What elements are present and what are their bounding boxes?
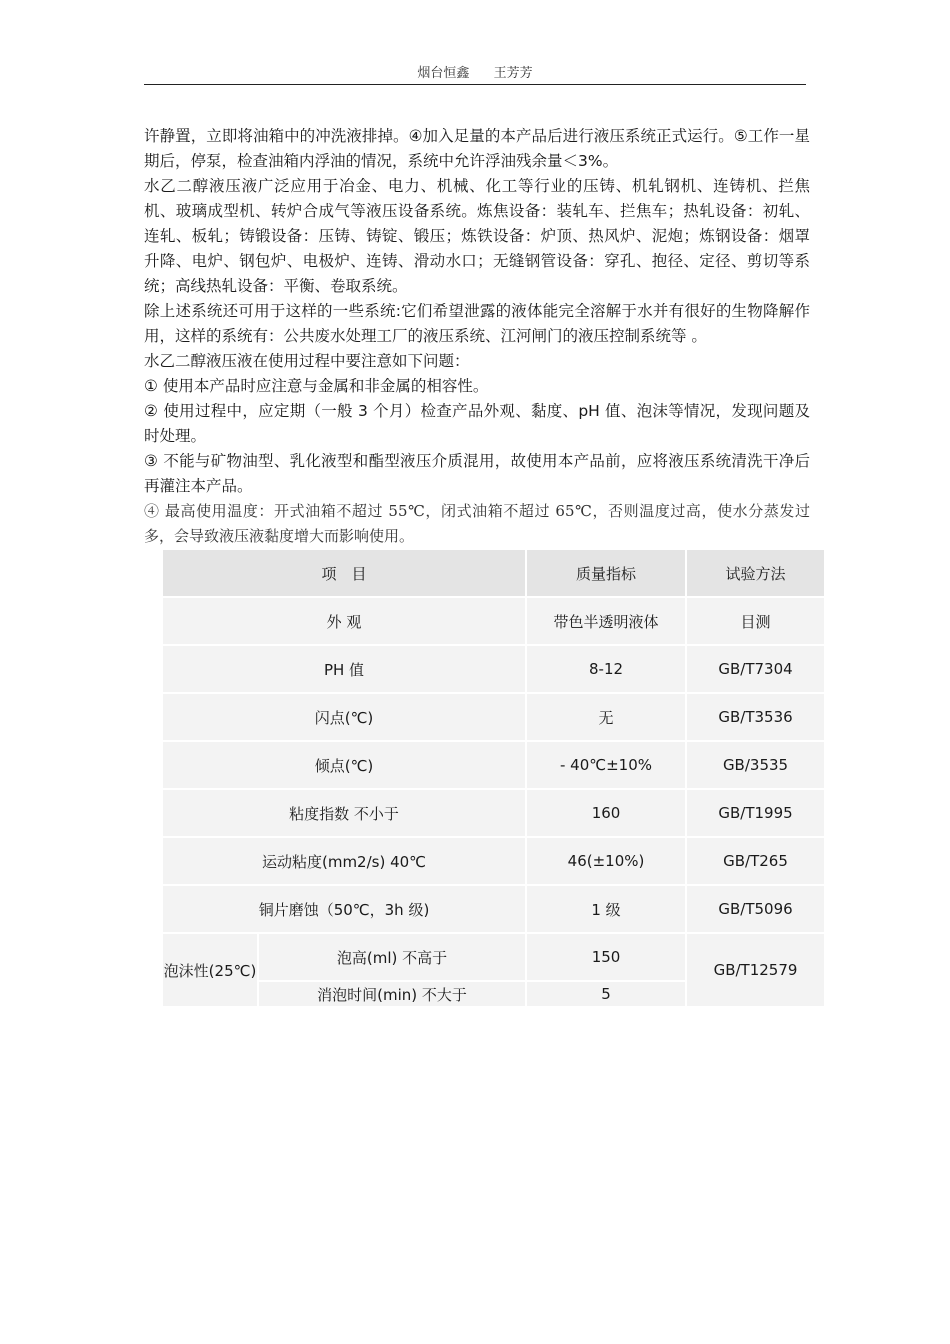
page-header <box>144 62 806 85</box>
body-text <box>144 124 810 549</box>
cell-method: GB/T7304 <box>686 645 825 693</box>
cell-group-foam: 泡沫性(25℃) <box>162 933 258 1007</box>
cell-method: GB/3535 <box>686 741 825 789</box>
cell-method: GB/T5096 <box>686 885 825 933</box>
cell-value: 160 <box>526 789 686 837</box>
cell-item: 消泡时间(min) 不大于 <box>258 981 526 1007</box>
paragraph: 许静置，立即将油箱中的冲洗液排掉。④加入足量的本产品后进行液压系统正式运行。⑤工作一星期后，停泵，检查油箱内浮油的情况，系统中允许浮油残余量＜3%。 <box>144 127 810 170</box>
cell-value: 150 <box>526 933 686 981</box>
cell-item: 运动粘度(mm2/s) 40℃ <box>162 837 526 885</box>
cell-method: GB/T3536 <box>686 693 825 741</box>
header-cell-item: 项 目 <box>162 549 526 597</box>
cell-value: 无 <box>526 693 686 741</box>
cell-item: 铜片磨蚀（50℃，3h 级) <box>162 885 526 933</box>
cell-value: 5 <box>526 981 686 1007</box>
table-row <box>162 885 825 933</box>
table-row <box>162 837 825 885</box>
paragraph: 水乙二醇液压液广泛应用于冶金、电力、机械、化工等行业的压铸、机轧钢机、连铸机、拦焦机、玻璃成型机、转炉合成气等液压设备系统。炼焦设备：装轧车、拦焦车；热轧设备：初轧、连轧、板轧；铸锻设备：压铸、铸锭、锻压；炼铁设备：炉顶、热风炉、泥炮；炼钢设备：烟罩升降、电炉、钢包炉、电极炉、连铸、滑动水口；无缝钢管设备：穿孔、抱径、定径、剪切等系统；高线热轧设备：平衡、卷取系统。 <box>144 177 810 295</box>
cell-method: GB/T265 <box>686 837 825 885</box>
cell-method: GB/T12579 <box>686 933 825 1007</box>
paragraph: ③ 不能与矿物油型、乳化液型和酯型液压介质混用，故使用本产品前，应将液压系统清洗干净后再灌注本产品。 <box>144 452 810 495</box>
table-row <box>162 645 825 693</box>
paragraph: ① 使用本产品时应注意与金属和非金属的相容性。 <box>144 377 489 395</box>
table-row <box>162 741 825 789</box>
cell-item: 泡高(ml) 不高于 <box>258 933 526 981</box>
header-company: 烟台恒鑫 <box>417 66 470 81</box>
cell-value: 带色半透明液体 <box>526 597 686 645</box>
header-cell-value: 质量指标 <box>526 549 686 597</box>
cell-value: 8-12 <box>526 645 686 693</box>
cell-value: 1 级 <box>526 885 686 933</box>
header-cell-method: 试验方法 <box>686 549 825 597</box>
cell-item: 外 观 <box>162 597 526 645</box>
paragraph: 水乙二醇液压液在使用过程中要注意如下问题： <box>144 352 470 370</box>
paragraph: ④ 最高使用温度：开式油箱不超过 55℃，闭式油箱不超过 65℃，否则温度过高，使水分蒸发过多，会导致液压液黏度增大而影响使用。 <box>144 502 810 545</box>
header-author: 王芳芳 <box>493 66 533 81</box>
cell-item: 闪点(℃) <box>162 693 526 741</box>
table-row <box>162 933 825 981</box>
cell-item: 粘度指数 不小于 <box>162 789 526 837</box>
paragraph: 除上述系统还可用于这样的一些系统:它们希望泄露的液体能完全溶解于水并有很好的生物降解作用，这样的系统有：公共废水处理工厂的液压系统、江河闸门的液压控制系统等 。 <box>144 302 810 345</box>
cell-method: GB/T1995 <box>686 789 825 837</box>
cell-value: 46(±10%) <box>526 837 686 885</box>
cell-item: PH 值 <box>162 645 526 693</box>
cell-method: 目测 <box>686 597 825 645</box>
cell-item: 倾点(℃) <box>162 741 526 789</box>
table-header-row <box>162 549 825 597</box>
table-row <box>162 597 825 645</box>
table-row <box>162 693 825 741</box>
spec-table <box>161 548 826 1008</box>
cell-value: - 40℃±10% <box>526 741 686 789</box>
table-row <box>162 789 825 837</box>
paragraph: ② 使用过程中，应定期（一般 3 个月）检查产品外观、黏度、pH 值、泡沫等情况，发现问题及时处理。 <box>144 402 810 445</box>
